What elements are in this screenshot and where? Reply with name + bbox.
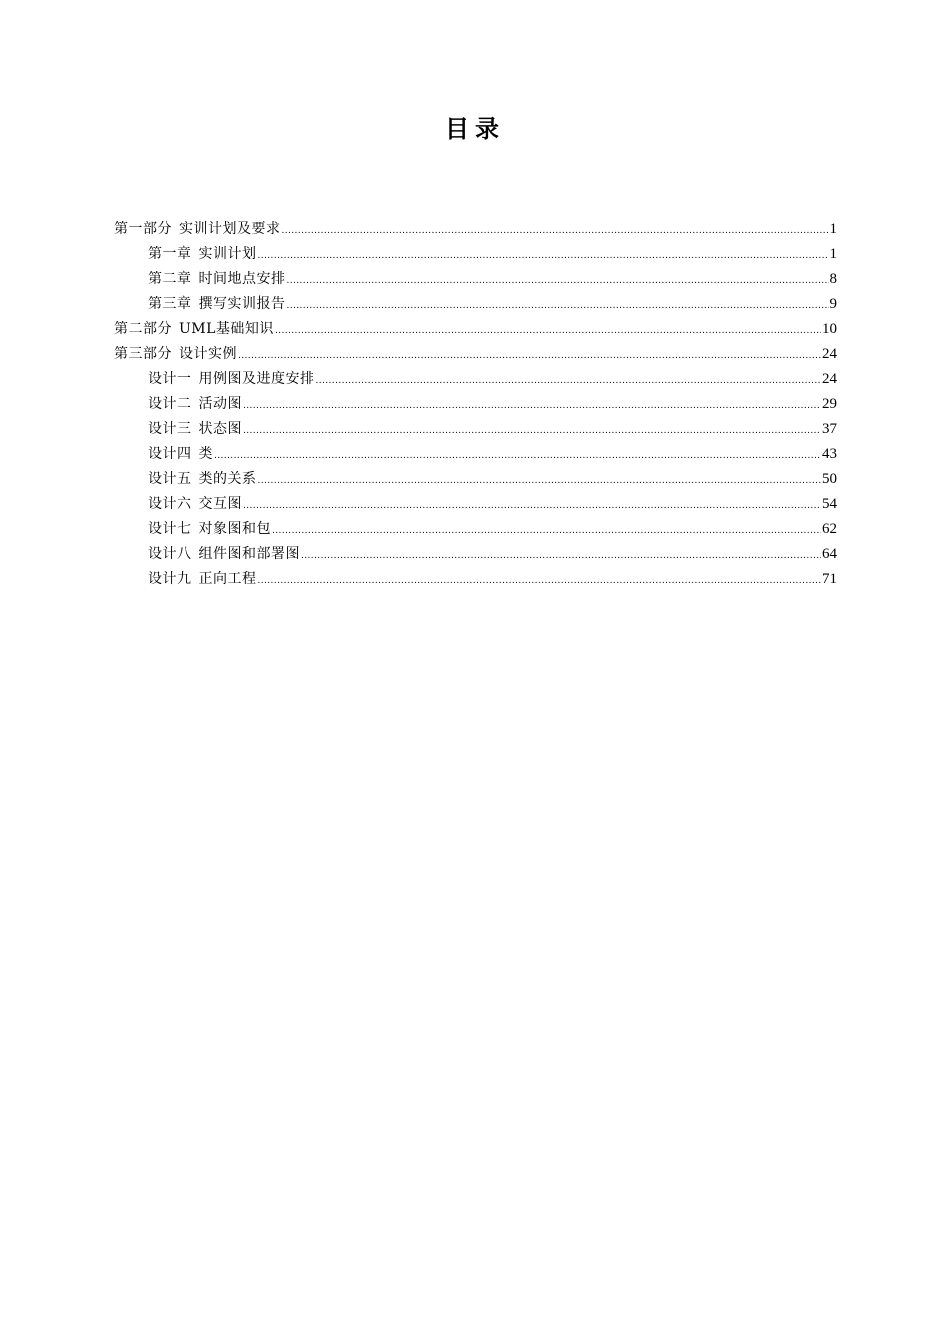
- toc-page-number: 71: [822, 571, 837, 587]
- toc-entry-number: 第二章: [148, 271, 192, 287]
- toc-entry-text: 状态图: [198, 421, 242, 437]
- toc-entry-number: 设计五: [148, 471, 192, 487]
- toc-entry-label: [148, 267, 286, 292]
- toc-entry-part-3[interactable]: [114, 342, 837, 367]
- toc-entry-chapter-1[interactable]: [114, 242, 837, 267]
- toc-dot-leader: [258, 244, 829, 269]
- toc-entry-chapter-2[interactable]: [114, 267, 837, 292]
- toc-entry-label: [114, 217, 281, 242]
- toc-dot-leader: [243, 419, 821, 444]
- toc-entry-number: 第三部分: [114, 346, 172, 362]
- toc-entry-design-1[interactable]: [114, 367, 837, 392]
- toc-dot-leader: [243, 494, 821, 519]
- toc-entry-number: 第二部分: [114, 321, 172, 337]
- toc-dot-leader: [301, 544, 821, 569]
- toc-dot-leader: [282, 219, 829, 244]
- toc-entry-text: 类的关系: [198, 471, 257, 487]
- toc-page-number: 37: [822, 421, 837, 437]
- toc-page-number: 64: [822, 546, 837, 562]
- toc-page-number: 8: [829, 271, 837, 287]
- toc-page-number: 10: [822, 321, 837, 337]
- toc-entry-label: [148, 542, 300, 567]
- toc-entry-design-6[interactable]: [114, 492, 837, 517]
- toc-entry-text: 组件图和部署图: [198, 546, 300, 562]
- toc-entry-design-3[interactable]: [114, 417, 837, 442]
- toc-entry-label: [148, 517, 271, 542]
- toc-entry-text: 实训计划: [198, 246, 257, 262]
- toc-entry-part-1[interactable]: [114, 217, 837, 242]
- toc-dot-leader: [238, 344, 821, 369]
- toc-entry-text: 设计实例: [179, 346, 237, 362]
- toc-entry-number: 设计六: [148, 496, 192, 512]
- toc-page-number: 62: [822, 521, 837, 537]
- toc-page-number: 29: [822, 396, 837, 412]
- toc-entry-label: [148, 392, 242, 417]
- toc-dot-leader: [258, 469, 822, 494]
- toc-entry-part-2[interactable]: [114, 317, 837, 342]
- toc-dot-leader: [272, 519, 821, 544]
- toc-dot-leader: [287, 269, 829, 294]
- toc-entry-chapter-3[interactable]: [114, 292, 837, 317]
- toc-entry-label: [148, 567, 257, 592]
- toc-page-number: 1: [829, 246, 837, 262]
- toc-entry-label: [148, 417, 242, 442]
- toc-entry-text: 用例图及进度安排: [198, 371, 315, 387]
- toc-entry-text: 活动图: [198, 396, 242, 412]
- toc-entry-label: [148, 367, 315, 392]
- toc-entry-text: 交互图: [198, 496, 242, 512]
- toc-page-number: 9: [829, 296, 837, 312]
- toc-entry-number: 设计三: [148, 421, 192, 437]
- toc-entry-text: 正向工程: [198, 571, 257, 587]
- toc-entry-design-2[interactable]: [114, 392, 837, 417]
- toc-entry-text: 实训计划及要求: [179, 221, 281, 237]
- toc-entry-label: [148, 242, 257, 267]
- toc-entry-design-4[interactable]: [114, 442, 837, 467]
- toc-entry-number: 设计八: [148, 546, 192, 562]
- toc-entry-text: 撰写实训报告: [198, 296, 286, 312]
- toc-entry-label: [114, 342, 237, 367]
- toc-entry-design-8[interactable]: [114, 542, 837, 567]
- toc-entry-label: [114, 317, 274, 342]
- toc-entry-number: 第一部分: [114, 221, 172, 237]
- toc-dot-leader: [243, 394, 821, 419]
- toc-entry-text: 时间地点安排: [198, 271, 286, 287]
- toc-page-number: 1: [829, 221, 837, 237]
- toc-entry-number: 设计二: [148, 396, 192, 412]
- toc-page-number: 24: [822, 371, 837, 387]
- toc-dot-leader: [316, 369, 822, 394]
- toc-entry-number: 第一章: [148, 246, 192, 262]
- toc-entry-label: [148, 467, 257, 492]
- toc-dot-leader: [258, 569, 822, 594]
- toc-page-number: 50: [822, 471, 837, 487]
- toc-entry-text: 对象图和包: [198, 521, 271, 537]
- toc-entry-number: 设计一: [148, 371, 192, 387]
- toc-dot-leader: [275, 319, 821, 344]
- toc-entry-design-5[interactable]: [114, 467, 837, 492]
- toc-entry-text: UML基础知识: [179, 321, 274, 337]
- toc-page-number: 43: [822, 446, 837, 462]
- table-of-contents: [114, 217, 837, 592]
- toc-page-number: 24: [822, 346, 837, 362]
- toc-entry-label: [148, 492, 242, 517]
- toc-entry-text: 类: [198, 446, 213, 462]
- toc-entry-number: 设计四: [148, 446, 192, 462]
- toc-entry-design-7[interactable]: [114, 517, 837, 542]
- toc-entry-design-9[interactable]: [114, 567, 837, 592]
- toc-dot-leader: [214, 444, 821, 469]
- toc-entry-number: 第三章: [148, 296, 192, 312]
- page-title: 目录: [445, 115, 505, 143]
- toc-page-number: 54: [822, 496, 837, 512]
- toc-entry-label: [148, 292, 286, 317]
- toc-entry-label: [148, 442, 213, 467]
- toc-entry-number: 设计七: [148, 521, 192, 537]
- toc-dot-leader: [287, 294, 829, 319]
- toc-entry-number: 设计九: [148, 571, 192, 587]
